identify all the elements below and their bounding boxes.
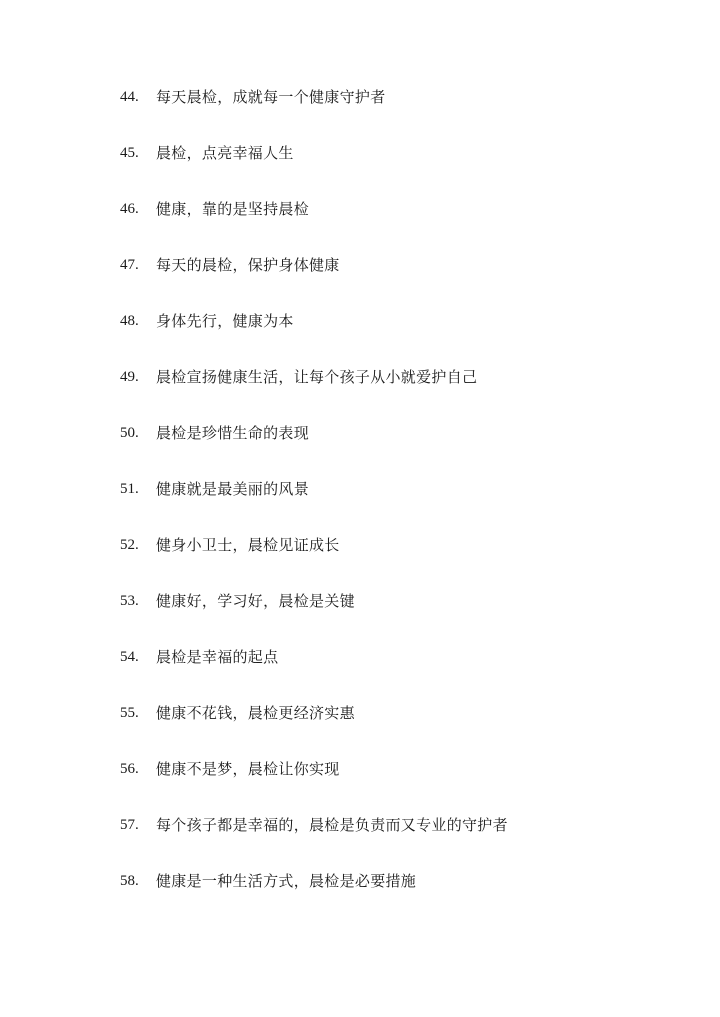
item-number: 52. [120, 537, 139, 553]
item-text: 每天晨检，成就每一个健康守护者 [156, 88, 386, 106]
item-number: 48. [120, 313, 139, 329]
item-text: 身体先行，健康为本 [156, 312, 294, 330]
list-item [120, 870, 508, 926]
item-number: 58. [120, 873, 139, 889]
item-text: 健身小卫士，晨检见证成长 [156, 536, 340, 554]
list-item [120, 366, 508, 422]
item-text: 健康是一种生活方式，晨检是必要措施 [156, 872, 417, 890]
item-number: 47. [120, 257, 139, 273]
item-text: 健康好，学习好，晨检是关键 [156, 592, 355, 610]
item-number: 53. [120, 593, 139, 609]
list-item [120, 254, 508, 310]
item-text: 每天的晨检，保护身体健康 [156, 256, 340, 274]
item-number: 56. [120, 761, 139, 777]
slogan-list [120, 86, 508, 926]
list-item [120, 310, 508, 366]
item-number: 51. [120, 481, 139, 497]
item-text: 健康不是梦，晨检让你实现 [156, 760, 340, 778]
item-number: 46. [120, 201, 139, 217]
item-number: 49. [120, 369, 139, 385]
item-number: 50. [120, 425, 139, 441]
item-text: 晨检是幸福的起点 [156, 648, 279, 666]
item-text: 健康，靠的是坚持晨检 [156, 200, 310, 218]
item-text: 每个孩子都是幸福的，晨检是负责而又专业的守护者 [156, 816, 508, 834]
item-text: 健康就是最美丽的风景 [156, 480, 310, 498]
list-item [120, 758, 508, 814]
list-item [120, 86, 508, 142]
list-item [120, 422, 508, 478]
list-item [120, 646, 508, 702]
item-number: 57. [120, 817, 139, 833]
item-number: 44. [120, 89, 139, 105]
list-item [120, 478, 508, 534]
item-text: 晨检是珍惜生命的表现 [156, 424, 310, 442]
list-item [120, 534, 508, 590]
list-item [120, 702, 508, 758]
item-number: 45. [120, 145, 139, 161]
list-item [120, 590, 508, 646]
item-text: 健康不花钱，晨检更经济实惠 [156, 704, 355, 722]
item-number: 54. [120, 649, 139, 665]
list-item [120, 142, 508, 198]
item-text: 晨检，点亮幸福人生 [156, 144, 294, 162]
item-number: 55. [120, 705, 139, 721]
list-item [120, 198, 508, 254]
item-text: 晨检宣扬健康生活，让每个孩子从小就爱护自己 [156, 368, 478, 386]
list-item [120, 814, 508, 870]
